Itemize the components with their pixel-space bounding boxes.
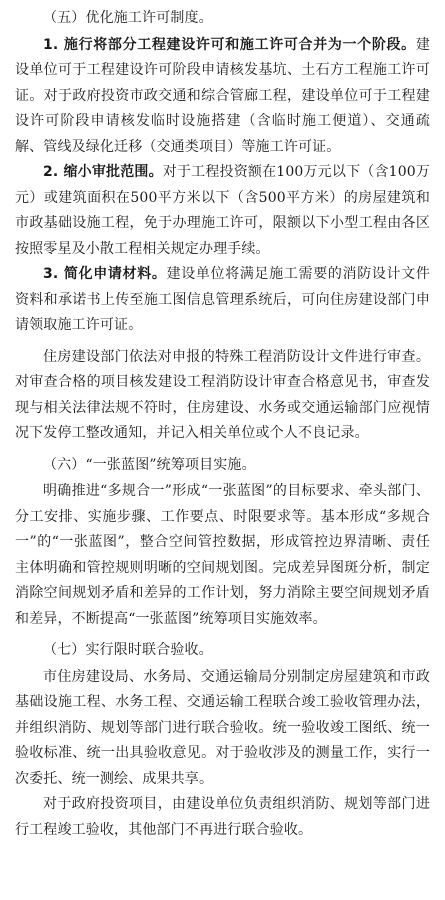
item-3-number: 3. — [43, 266, 64, 282]
paragraph-blueprint: 明确推进“多规合一”形成“一张蓝图”的目标要求、牵头部门、分工安排、实施步骤、工作要点、时限要求等。基本形成“多规合一”的“一张蓝图”，整合空间管控数据，形成管控边界清晰、责任主体明确和管控规则明晰的空间规划图。完成差异图斑分析，制定消除空间规划矛盾和差异的工作计划，努力消除主要空间规划矛盾和差异，不断提高“一张蓝图”统筹项目实施效率。 — [15, 483, 430, 627]
paragraph-housing-review: 住房建设部门依法对申报的特殊工程消防设计文件进行审查。对审查合格的项目核发建设工程消防设计审查合格意见书，审查发现与相关法律法规不符时，住房建设、水务或交通运输部门应视情况下发停工整改通知，并记入相关单位或个人不良记录。 — [15, 348, 430, 441]
item-2-title — [43, 164, 163, 180]
item-3-title — [43, 266, 167, 282]
section-heading-7: （七）实行限时联合验收。 — [43, 642, 213, 658]
paragraph-item-3 — [15, 262, 430, 339]
paragraph-government-projects: 对于政府投资项目，由建设单位负责组织消防、规划等部门进行工程竣工验收，其他部门不再进行联合验收。 — [15, 796, 430, 838]
paragraph-item-1 — [15, 33, 430, 161]
section-heading-5: （五）优化施工许可制度。 — [43, 10, 213, 26]
paragraph-item-2 — [15, 160, 430, 262]
section-heading-6: （六）“一张蓝图”统筹项目实施。 — [43, 456, 256, 473]
item-1-number: 1. — [43, 36, 64, 53]
item-2-heading: 缩小审批范围。 — [63, 164, 163, 180]
item-3-heading: 简化申请材料。 — [63, 266, 167, 282]
item-3-body: 建设单位将满足施工需要的消防设计文件资料和承诺书上传至施工图信息管理系统后，可向住房建设部门申请领取施工许可证。 — [15, 266, 430, 333]
item-1-heading: 施行将部分工程建设许可和施工许可合并为一个阶段。 — [63, 36, 416, 53]
item-2-number: 2. — [43, 164, 64, 180]
item-1-title — [43, 37, 416, 53]
item-1-body: 建设单位可于工程建设许可阶段申请核发基坑、土石方工程施工许可证。对于政府投资市政交通和综合管廊工程，建设单位可于工程建设许可阶段申请核发临时设施搭建（含临时施工便道）、交通疏解、管线及绿化迁移（交通类项目）等施工许可证。 — [15, 36, 430, 155]
paragraph-joint-acceptance: 市住房建设局、水务局、交通运输局分别制定房屋建筑和市政基础设施工程、水务工程、交通运输工程联合竣工验收管理办法，并组织消防、规划等部门进行联合验收。统一验收竣工图纸、统一验收标准、统一出具验收意见。对于验收涉及的测量工作，实行一次委托、统一测绘、成果共享。 — [15, 668, 430, 787]
item-2-body: 对于工程投资额在100万元以下（含100万元）或建筑面积在500平方米以下（含500平方米）的房屋建筑和市政基础设施工程，免于办理施工许可，限额以下小型工程由各区按照零星及小散工程相关规定办理手续。 — [15, 164, 430, 257]
